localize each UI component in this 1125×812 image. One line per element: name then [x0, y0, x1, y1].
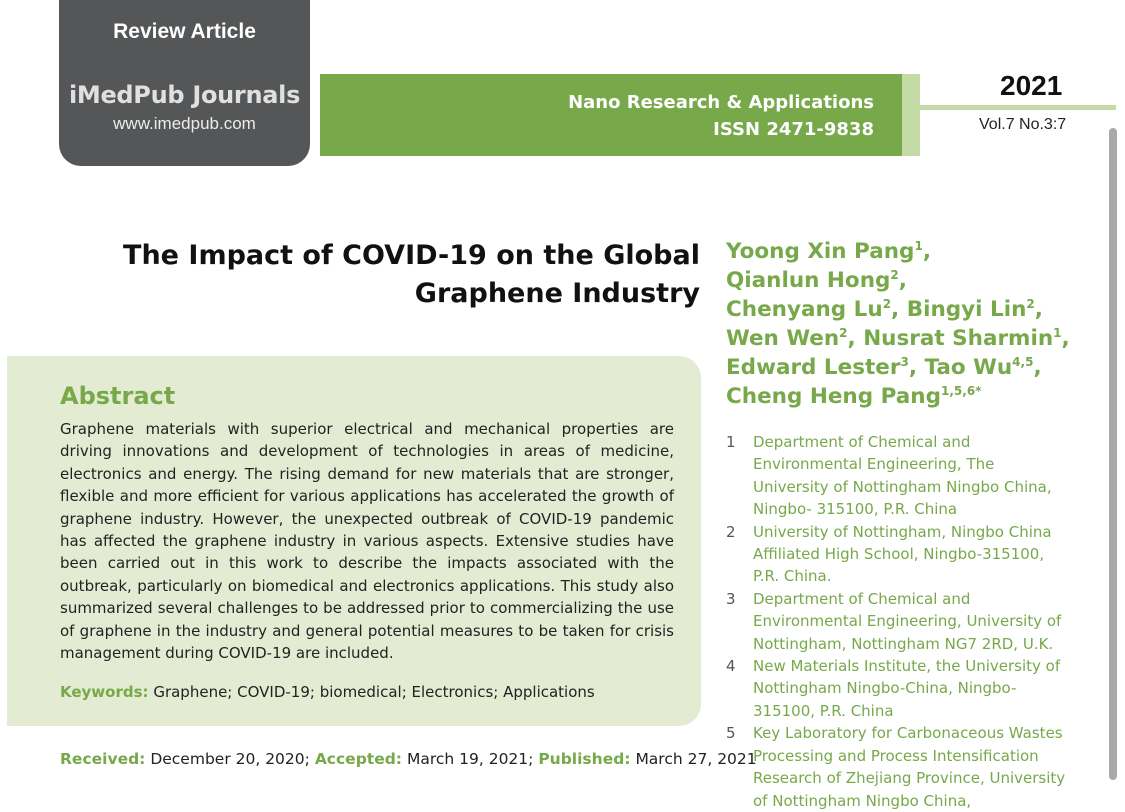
author-affil-sup: 2	[1026, 297, 1035, 311]
affiliation-item	[726, 588, 1071, 655]
keywords-label: Keywords:	[60, 683, 149, 701]
affiliation-number: 2	[726, 522, 736, 541]
affiliation-item	[726, 655, 1071, 722]
author-affil-sup: 4,5	[1012, 355, 1034, 369]
title-line: Graphene Industry	[414, 278, 700, 309]
keywords-value: Graphene; COVID-19; biomedical; Electronics; Applications	[153, 683, 595, 701]
affiliation-number: 5	[726, 724, 736, 743]
affiliation-number: 4	[726, 657, 736, 676]
author-separator: ,	[898, 268, 907, 293]
publisher-url[interactable]: www.imedpub.com	[113, 114, 256, 133]
author-separator: ,	[891, 297, 907, 322]
header-rule	[920, 105, 1116, 110]
journal-name: Nano Research & Applications	[568, 92, 874, 113]
journal-banner-edge	[902, 74, 920, 156]
author-separator: ,	[1034, 297, 1043, 322]
title-line: The Impact of COVID-19 on the Global	[123, 240, 700, 271]
affiliation-list	[726, 431, 1071, 812]
author-affil-sup: 1	[1053, 326, 1062, 340]
author-name: Bingyi Lin	[906, 297, 1027, 322]
affiliation-text: New Materials Institute, the University of Nottingham Ningbo-China, Ningbo- 315100, P.R. China	[753, 657, 1061, 720]
abstract-text: Graphene materials with superior electrical and mechanical properties are driving innovations and development of technologies in areas of medicine, electronics and energy. The rising demand for new materials that are stronger, flexible and more efficient for various applications has accelerated the growth of graphene industry. However, the unexpected outbreak of COVID-19 pandemic has affected the graphene industry in various aspects. Extensive studies have been carried out in this work to describe the impacts associated with the outbreak, particularly on biomedical and electronics applications. This study also summarized several challenges to be addressed prior to commercializing the use of graphene in the industry and general potential measures to be taken for crisis management during COVID-19 are included.	[60, 420, 674, 663]
published-label: Published:	[538, 750, 631, 768]
author-name: Yoong Xin Pang	[726, 239, 915, 264]
abstract-heading: Abstract	[60, 382, 176, 410]
affiliation-text: Key Laboratory for Carbonaceous Wastes Processing and Process Intensification Research of Zhejiang Province, University of Nottingham Ningbo China,	[753, 724, 1066, 810]
author-separator: ,	[922, 239, 931, 264]
affiliation-text: University of Nottingham, Ningbo China Affiliated High School, Ningbo-315100, P.R. China.	[753, 522, 1052, 586]
author-name: Tao Wu	[924, 355, 1013, 380]
publisher-name: iMedPub Journals	[68, 81, 301, 109]
author-affil-sup: 2	[890, 268, 899, 282]
author-affil-sup: 2	[882, 297, 892, 311]
author-separator: ,	[1033, 355, 1042, 380]
affiliation-number: 1	[726, 433, 736, 451]
author-affil-sup: 2	[839, 326, 848, 340]
affiliation-number: 3	[726, 589, 736, 608]
author-name: Edward Lester	[726, 355, 901, 380]
accepted-label: Accepted:	[314, 750, 403, 768]
affiliation-text: Department of Chemical and Environmental Engineering, University of Nottingham, Nottingham NG7 2RD, U.K.	[753, 589, 1062, 653]
received-label: Received:	[60, 750, 146, 768]
author-affil-sup: 1,5,6*	[941, 384, 982, 398]
author-separator: ,	[908, 355, 925, 380]
accepted-date: March 19, 2021;	[406, 750, 534, 768]
author-name: Wen Wen	[726, 326, 840, 351]
affiliation-item	[726, 431, 1071, 521]
author-name: Nusrat Sharmin	[863, 326, 1054, 351]
article-type-badge	[59, 0, 310, 166]
author-list	[726, 237, 1116, 411]
author-name: Cheng Heng Pang	[726, 384, 941, 409]
volume-issue: Vol.7 No.3:7	[979, 116, 1067, 133]
author-affil-sup: 1	[914, 239, 923, 253]
article-title	[123, 237, 700, 313]
journal-issn: ISSN 2471-9838	[713, 119, 874, 140]
keywords	[60, 683, 595, 701]
affiliation-item	[726, 521, 1071, 588]
published-date: March 27, 2021	[635, 750, 757, 768]
author-name: Qianlun Hong	[726, 268, 891, 293]
journal-banner	[320, 74, 902, 156]
author-separator: ,	[1061, 326, 1070, 351]
affiliation-item	[726, 722, 1071, 812]
vertical-scrollbar[interactable]	[1109, 128, 1117, 780]
received-date: December 20, 2020;	[150, 750, 310, 768]
publication-dates	[60, 750, 757, 768]
author-separator: ,	[847, 326, 864, 351]
affiliation-text: Department of Chemical and Environmental Engineering, The University of Nottingham Ningbo China, Ningbo- 315100, P.R. China	[753, 433, 1052, 519]
author-name: Chenyang Lu	[726, 297, 883, 322]
author-affil-sup: 3	[900, 355, 909, 369]
article-type: Review Article	[113, 20, 256, 43]
publication-year: 2021	[1000, 70, 1063, 101]
